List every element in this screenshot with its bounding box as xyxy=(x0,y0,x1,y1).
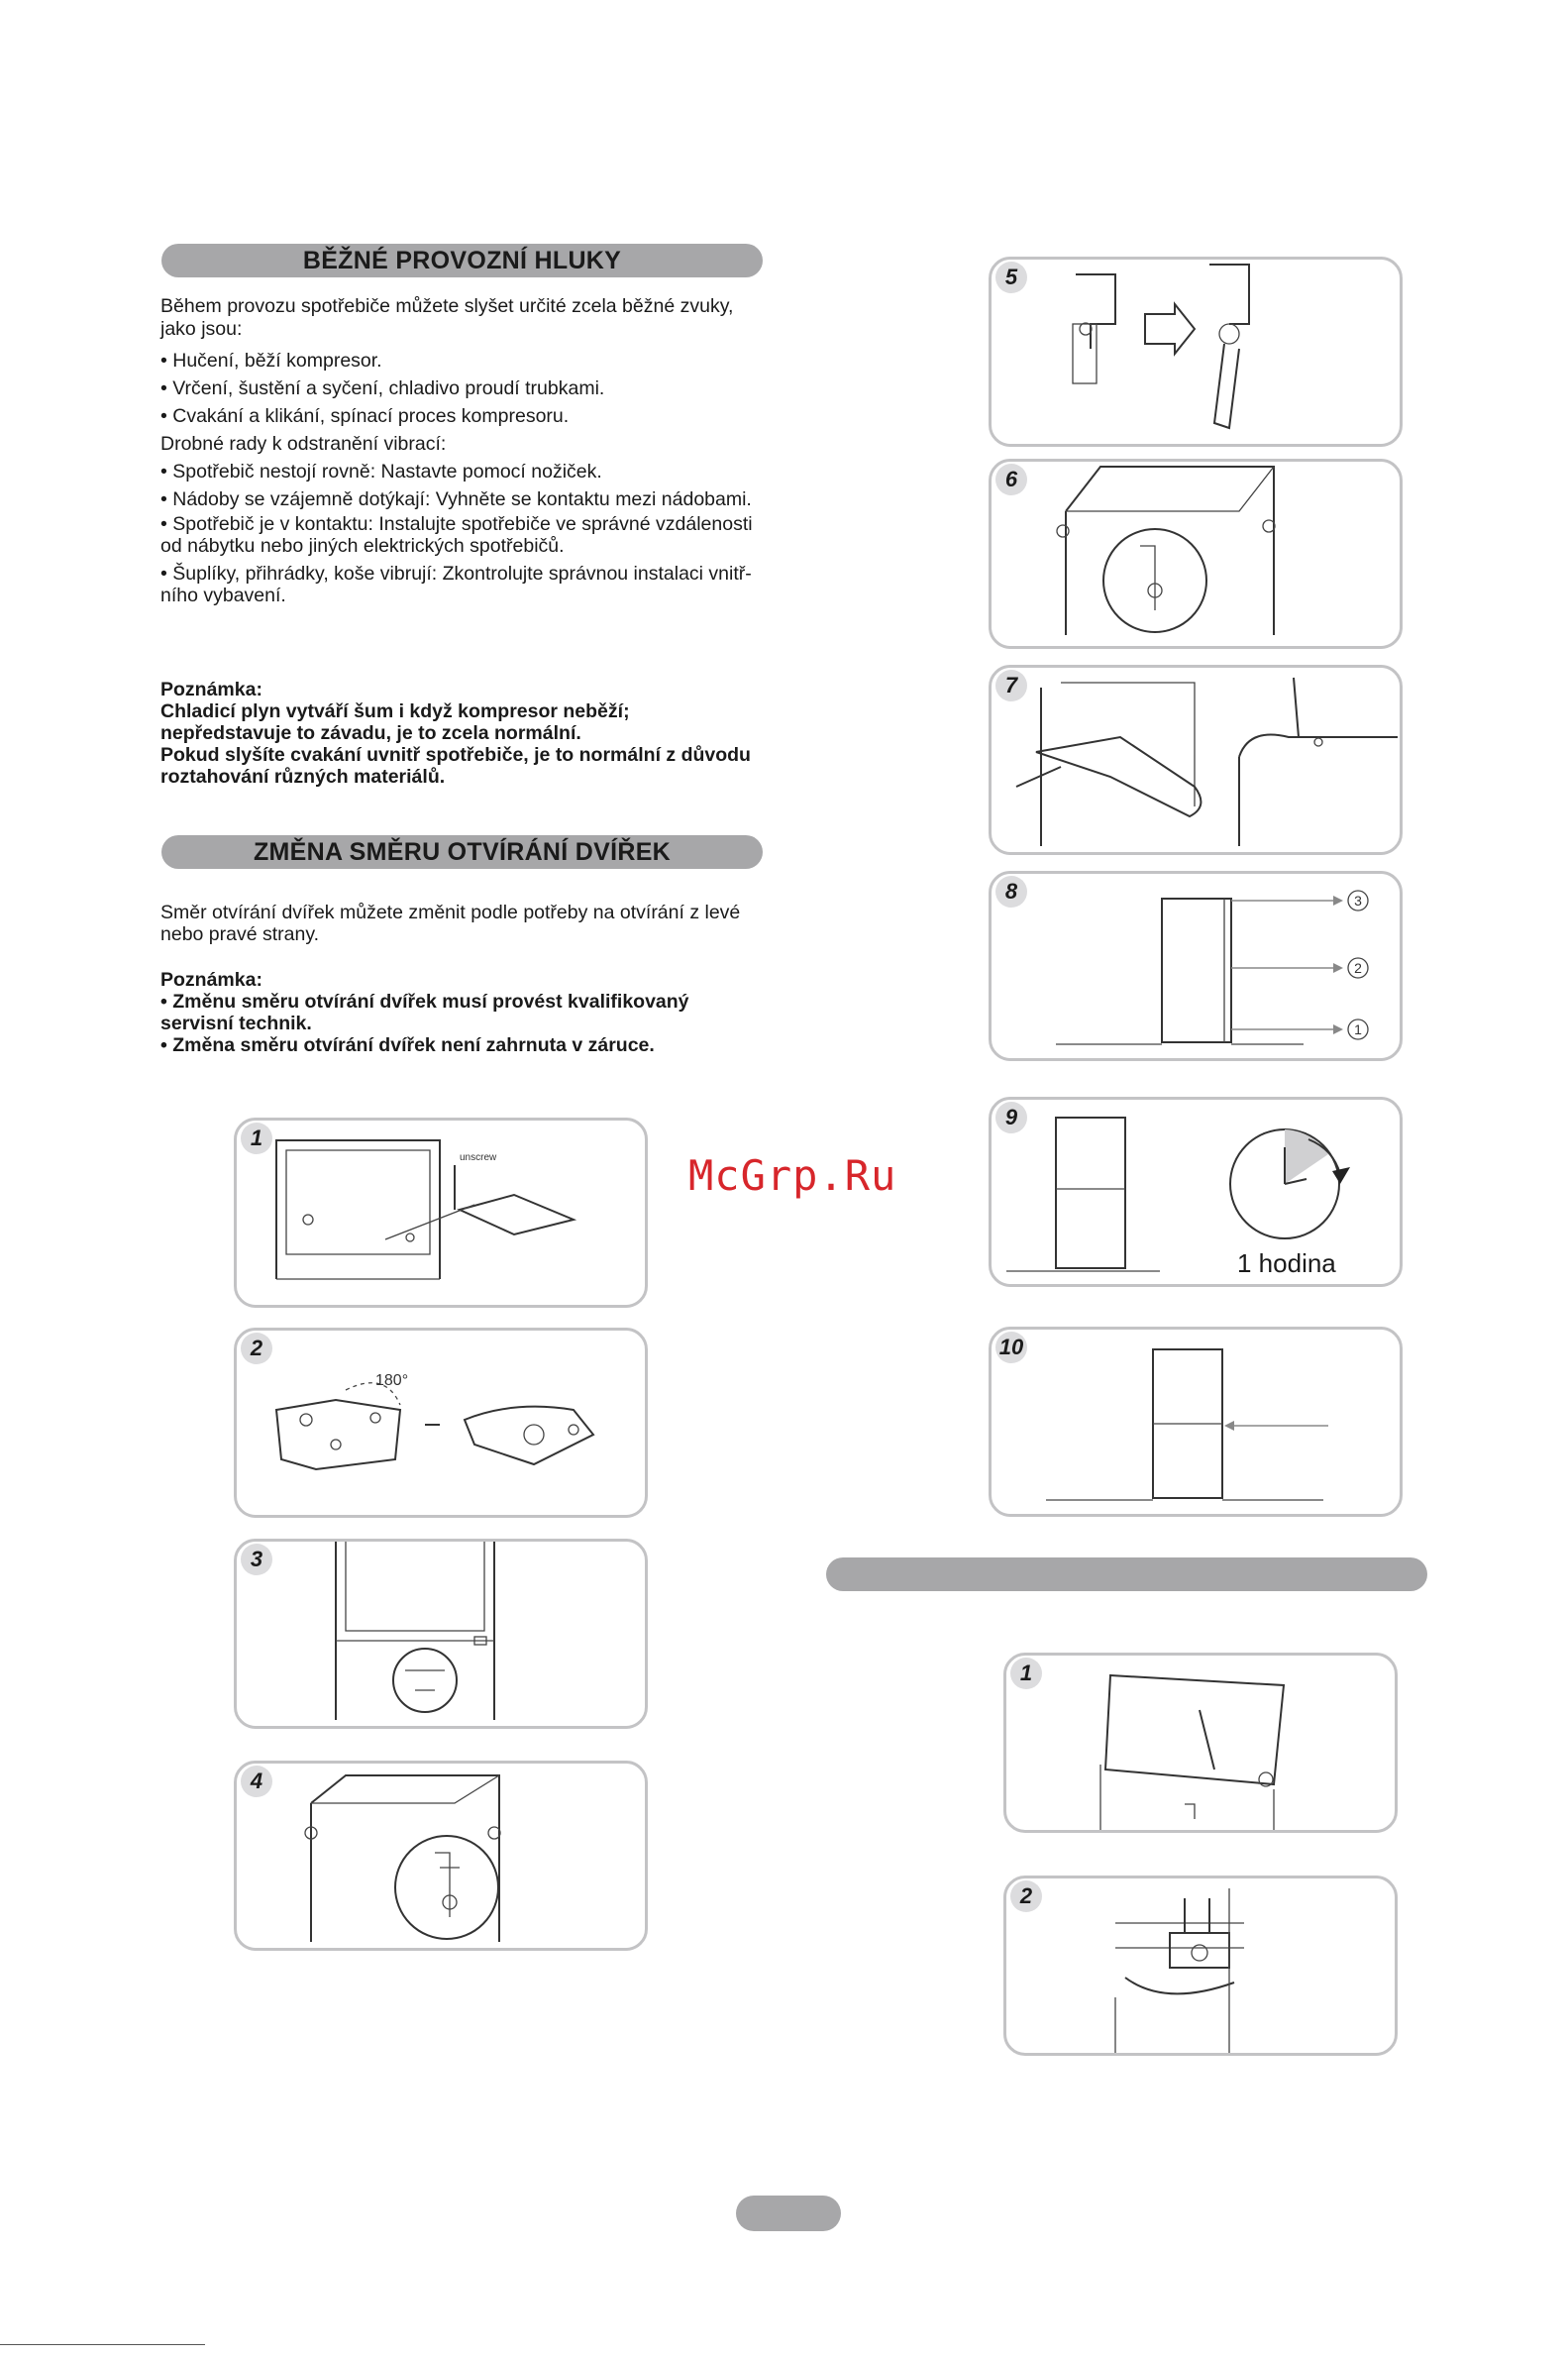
marker-label: 2 xyxy=(1354,960,1362,976)
step-number: 3 xyxy=(241,1544,272,1575)
step-illustration xyxy=(992,1330,1400,1514)
note-text: • Změna směru otvírání dvířek není zahrnuta v záruce. xyxy=(160,1034,655,1056)
note-title: Poznámka: xyxy=(160,969,262,991)
marker-label: 1 xyxy=(1354,1021,1362,1037)
step-card-1 xyxy=(234,1118,648,1308)
paragraph: Drobné rady k odstranění vibrací: xyxy=(160,433,447,455)
list-item: • Spotřebič je v kontaktu: Instalujte spotřebiče ve správné vzdálenosti od nábytku nebo jiných elektrických spotřebičů. xyxy=(160,513,753,557)
section-header-blank xyxy=(826,1557,1427,1591)
step-card-3 xyxy=(234,1539,648,1729)
noise-note xyxy=(160,679,765,788)
step-card-5 xyxy=(989,257,1403,447)
step-number: 5 xyxy=(995,262,1027,293)
door-note xyxy=(160,969,765,1056)
step-card-b1 xyxy=(1003,1653,1398,1833)
step-number: 1 xyxy=(1010,1658,1042,1689)
step-card-8 xyxy=(989,871,1403,1061)
step-number: 8 xyxy=(995,876,1027,908)
duration-caption: 1 hodina xyxy=(1237,1248,1336,1278)
noise-description xyxy=(160,295,755,606)
section-header-noise: BĚŽNÉ PROVOZNÍ HLUKY xyxy=(161,244,763,277)
step-illustration xyxy=(237,1331,645,1515)
section-header-door-reversal: ZMĚNA SMĚRU OTVÍRÁNÍ DVÍŘEK xyxy=(161,835,763,869)
step-card-b2 xyxy=(1003,1876,1398,2056)
list-item: • Spotřebič nestojí rovně: Nastavte pomocí nožiček. xyxy=(160,461,602,483)
step-number: 9 xyxy=(995,1102,1027,1133)
note-text: Chladicí plyn vytváří šum i když kompresor neběží; nepředstavuje to závadu, je to zcela normální. xyxy=(160,700,630,744)
unscrew-label: unscrew xyxy=(460,1152,497,1163)
page-number-badge xyxy=(736,2196,841,2231)
step-illustration xyxy=(237,1542,645,1726)
watermark-logo: McGrp.Ru xyxy=(688,1151,897,1200)
step-number: 7 xyxy=(995,670,1027,701)
list-item: • Hučení, běží kompresor. xyxy=(160,350,382,372)
step-card-9 xyxy=(989,1097,1403,1287)
step-illustration xyxy=(992,260,1400,444)
step-illustration xyxy=(992,462,1400,646)
door-description xyxy=(160,902,755,945)
step-illustration xyxy=(1006,1656,1395,1830)
step-illustration xyxy=(992,1100,1400,1284)
note-text: Pokud slyšíte cvakání uvnitř spotřebiče, je to normální z důvodu roztahování různých materiálů. xyxy=(160,744,751,788)
step-number: 4 xyxy=(241,1766,272,1797)
note-title: Poznámka: xyxy=(160,679,262,700)
step-card-7 xyxy=(989,665,1403,855)
step-number: 6 xyxy=(995,464,1027,495)
step-card-4 xyxy=(234,1761,648,1951)
step-number: 2 xyxy=(1010,1880,1042,1912)
step-card-10 xyxy=(989,1327,1403,1517)
step-illustration xyxy=(1006,1878,1395,2053)
list-item: • Cvakání a klikání, spínací proces kompresoru. xyxy=(160,405,570,427)
paragraph: Během provozu spotřebiče můžete slyšet určité zcela běžné zvuky, jako jsou: xyxy=(160,295,734,340)
step-number: 2 xyxy=(241,1333,272,1364)
step-card-6 xyxy=(989,459,1403,649)
step-illustration xyxy=(992,874,1400,1058)
angle-label: 180° xyxy=(375,1372,409,1389)
paragraph: Směr otvírání dvířek můžete změnit podle potřeby na otvírání z levé nebo pravé strany. xyxy=(160,902,741,945)
step-illustration xyxy=(237,1764,645,1948)
list-item: • Vrčení, šustění a syčení, chladivo proudí trubkami. xyxy=(160,377,605,399)
list-item: • Šuplíky, přihrádky, koše vibrují: Zkontrolujte správnou instalaci vnitř-ního vybavení. xyxy=(160,563,752,606)
marker-label: 3 xyxy=(1354,893,1362,909)
step-card-2 xyxy=(234,1328,648,1518)
note-text: • Změnu směru otvírání dvířek musí provést kvalifikovaný servisní technik. xyxy=(160,991,689,1034)
footer-rule xyxy=(0,2344,205,2345)
list-item: • Nádoby se vzájemně dotýkají: Vyhněte se kontaktu mezi nádobami. xyxy=(160,488,752,510)
step-number: 1 xyxy=(241,1123,272,1154)
step-illustration xyxy=(237,1121,645,1305)
step-illustration xyxy=(992,668,1400,852)
step-number: 10 xyxy=(995,1332,1027,1363)
